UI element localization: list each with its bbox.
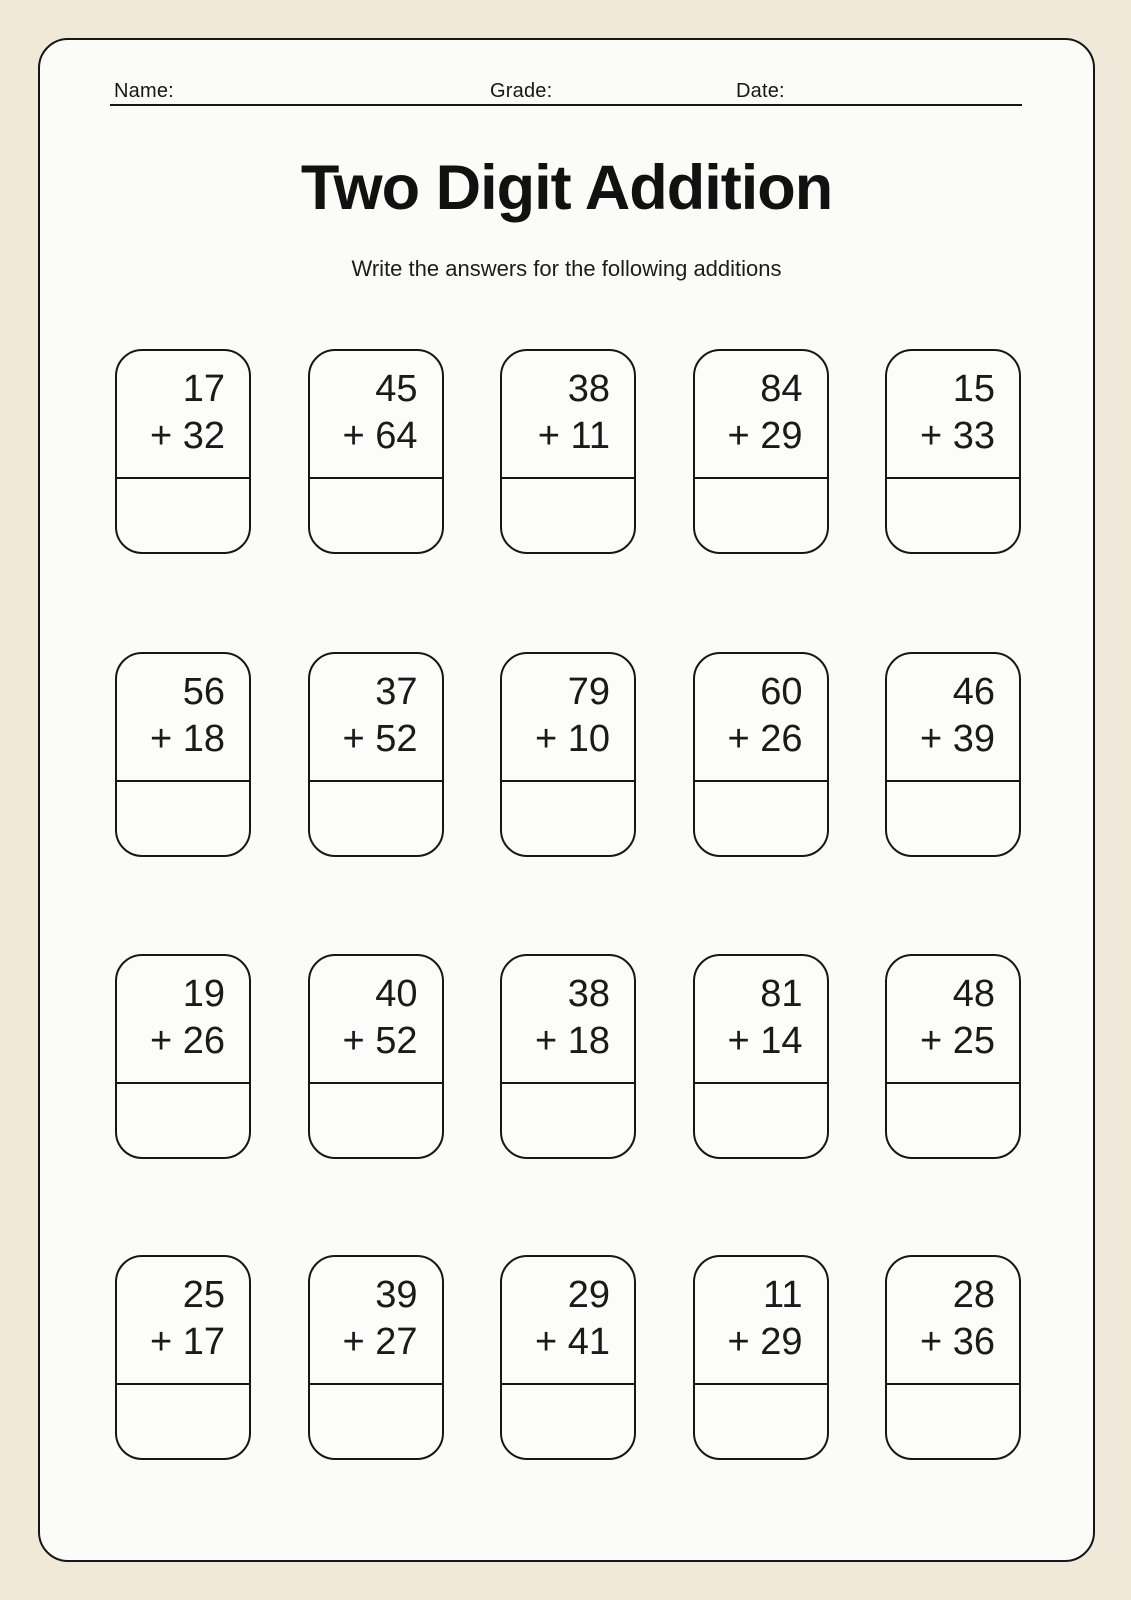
addend-top: 81 (760, 973, 803, 1015)
problem-operands (887, 1257, 1019, 1385)
addend-bottom: + 11 (537, 415, 610, 457)
addend-bottom: + 18 (149, 718, 225, 760)
answer-box[interactable] (502, 479, 634, 552)
problem-operands (502, 351, 634, 479)
addend-bottom: + 33 (919, 415, 995, 457)
addend-top: 37 (375, 671, 418, 713)
problem-row-1 (115, 349, 1021, 554)
problem-operands (117, 956, 249, 1084)
addend-top: 40 (375, 973, 418, 1015)
addition-problem-card (115, 652, 251, 857)
answer-box[interactable] (887, 1084, 1019, 1157)
answer-box[interactable] (310, 1084, 442, 1157)
problem-row-3 (115, 954, 1021, 1159)
addend-bottom: + 17 (149, 1321, 225, 1363)
problem-operands (310, 1257, 442, 1385)
addend-top: 38 (567, 368, 610, 410)
addition-problem-card (500, 349, 636, 554)
addition-problem-card (885, 1255, 1021, 1460)
addend-top: 15 (952, 368, 995, 410)
addend-top: 79 (567, 671, 610, 713)
problem-operands (695, 1257, 827, 1385)
answer-box[interactable] (117, 1084, 249, 1157)
problem-operands (310, 654, 442, 782)
addend-bottom: + 10 (534, 718, 610, 760)
problem-operands (310, 351, 442, 479)
addition-problem-card (308, 349, 444, 554)
addend-bottom: + 29 (727, 1321, 803, 1363)
addition-problem-card (115, 954, 251, 1159)
addend-bottom: + 14 (727, 1020, 803, 1062)
answer-box[interactable] (310, 782, 442, 855)
problem-operands (310, 956, 442, 1084)
addition-problem-card (308, 1255, 444, 1460)
answer-box[interactable] (117, 479, 249, 552)
addend-top: 11 (763, 1274, 803, 1316)
problem-operands (695, 956, 827, 1084)
page-title: Two Digit Addition (300, 153, 833, 223)
addend-top: 46 (952, 671, 995, 713)
problem-operands (695, 351, 827, 479)
addend-bottom: + 32 (149, 415, 225, 457)
addition-problem-card (693, 652, 829, 857)
addend-top: 17 (182, 368, 225, 410)
problem-row-2 (115, 652, 1021, 857)
page-subtitle: Write the answers for the following additions (351, 256, 782, 281)
addend-bottom: + 41 (534, 1321, 610, 1363)
problem-row-4 (115, 1255, 1021, 1460)
addend-bottom: + 18 (534, 1020, 610, 1062)
addend-top: 56 (182, 671, 225, 713)
name-field-label: Name: (114, 80, 174, 102)
problem-operands (502, 654, 634, 782)
answer-box[interactable] (117, 1385, 249, 1458)
addend-bottom: + 29 (727, 415, 803, 457)
problem-operands (887, 956, 1019, 1084)
addition-problem-card (500, 954, 636, 1159)
addition-problem-card (500, 652, 636, 857)
addend-top: 39 (375, 1274, 418, 1316)
date-field-label: Date: (736, 80, 785, 102)
answer-box[interactable] (695, 1385, 827, 1458)
addend-bottom: + 26 (727, 718, 803, 760)
problem-operands (117, 654, 249, 782)
addend-bottom: + 64 (342, 415, 418, 457)
answer-box[interactable] (887, 1385, 1019, 1458)
answer-box[interactable] (887, 782, 1019, 855)
answer-box[interactable] (117, 782, 249, 855)
addend-bottom: + 39 (919, 718, 995, 760)
addend-top: 25 (182, 1274, 225, 1316)
addend-top: 48 (952, 973, 995, 1015)
addition-problem-card (885, 652, 1021, 857)
addend-top: 38 (567, 973, 610, 1015)
addend-top: 45 (375, 368, 418, 410)
addition-problem-card (885, 954, 1021, 1159)
addend-bottom: + 26 (149, 1020, 225, 1062)
header-underline (110, 104, 1022, 106)
problem-operands (695, 654, 827, 782)
answer-box[interactable] (695, 782, 827, 855)
addition-problem-card (693, 1255, 829, 1460)
addend-bottom: + 36 (919, 1321, 995, 1363)
addend-bottom: + 27 (342, 1321, 418, 1363)
problem-operands (117, 1257, 249, 1385)
addend-bottom: + 52 (342, 1020, 418, 1062)
problem-operands (887, 351, 1019, 479)
addend-bottom: + 25 (919, 1020, 995, 1062)
answer-box[interactable] (502, 1084, 634, 1157)
problem-operands (502, 956, 634, 1084)
addition-problem-card (308, 954, 444, 1159)
addition-problem-card (693, 954, 829, 1159)
grade-field-label: Grade: (490, 80, 553, 102)
answer-box[interactable] (310, 1385, 442, 1458)
addend-bottom: + 52 (342, 718, 418, 760)
addend-top: 60 (760, 671, 803, 713)
problem-operands (887, 654, 1019, 782)
addend-top: 84 (760, 368, 803, 410)
answer-box[interactable] (695, 479, 827, 552)
addend-top: 28 (952, 1274, 995, 1316)
addition-problem-card (693, 349, 829, 554)
problem-operands (502, 1257, 634, 1385)
addition-problem-card (885, 349, 1021, 554)
worksheet-sheet (38, 38, 1095, 1562)
addition-problem-card (115, 349, 251, 554)
answer-box[interactable] (695, 1084, 827, 1157)
addend-top: 29 (567, 1274, 610, 1316)
answer-box[interactable] (502, 1385, 634, 1458)
addend-top: 19 (182, 973, 225, 1015)
addition-problem-card (115, 1255, 251, 1460)
problem-operands (117, 351, 249, 479)
addition-problem-card (308, 652, 444, 857)
answer-box[interactable] (502, 782, 634, 855)
answer-box[interactable] (887, 479, 1019, 552)
answer-box[interactable] (310, 479, 442, 552)
addition-problem-card (500, 1255, 636, 1460)
